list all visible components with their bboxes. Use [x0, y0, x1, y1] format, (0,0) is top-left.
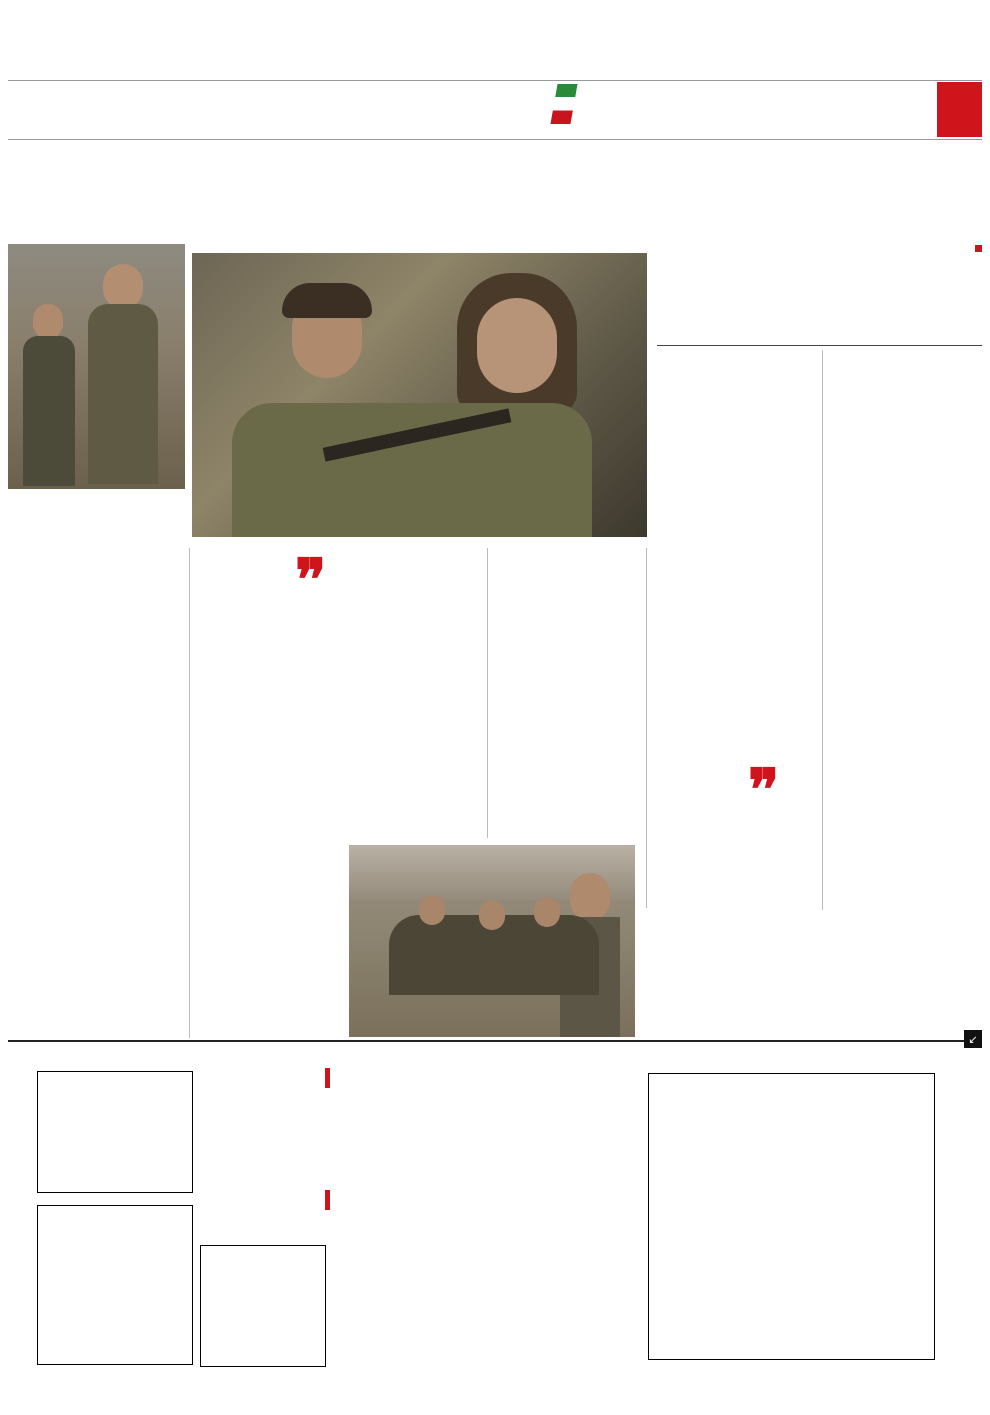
small-crossword-header	[200, 1190, 330, 1216]
small-crossword-marker	[325, 1190, 330, 1210]
sudoku-header	[200, 1068, 330, 1092]
sudoku-grid[interactable]	[37, 1071, 193, 1193]
group-photo-chamran	[349, 845, 635, 1037]
side-photo-soldiers	[8, 244, 185, 489]
byline-marker	[975, 245, 982, 252]
article-column-3	[493, 548, 641, 552]
puzzle-section-header	[952, 1030, 982, 1048]
small-crossword-grid[interactable]	[37, 1205, 193, 1365]
article-column-2	[655, 352, 815, 356]
article-column-5	[195, 738, 337, 742]
crossword-grid[interactable]	[648, 1073, 935, 1360]
sudoku-marker	[325, 1068, 330, 1088]
article-column-4	[343, 548, 483, 552]
article-column-1	[824, 352, 982, 358]
byline	[972, 245, 982, 255]
quote-mark-icon: ❞	[748, 756, 780, 824]
section-logo	[410, 84, 580, 136]
arrow-icon: ↙	[964, 1030, 982, 1048]
answer-crossword-grid	[200, 1245, 326, 1367]
article-column-6	[8, 495, 183, 499]
brand-logo	[937, 82, 982, 137]
clues-across	[346, 1100, 636, 1103]
quote-mark-icon: ❞	[295, 546, 327, 614]
flag-icon	[550, 84, 577, 124]
main-photo-chamran-soldiers	[192, 253, 647, 537]
clues-down	[346, 1228, 636, 1231]
